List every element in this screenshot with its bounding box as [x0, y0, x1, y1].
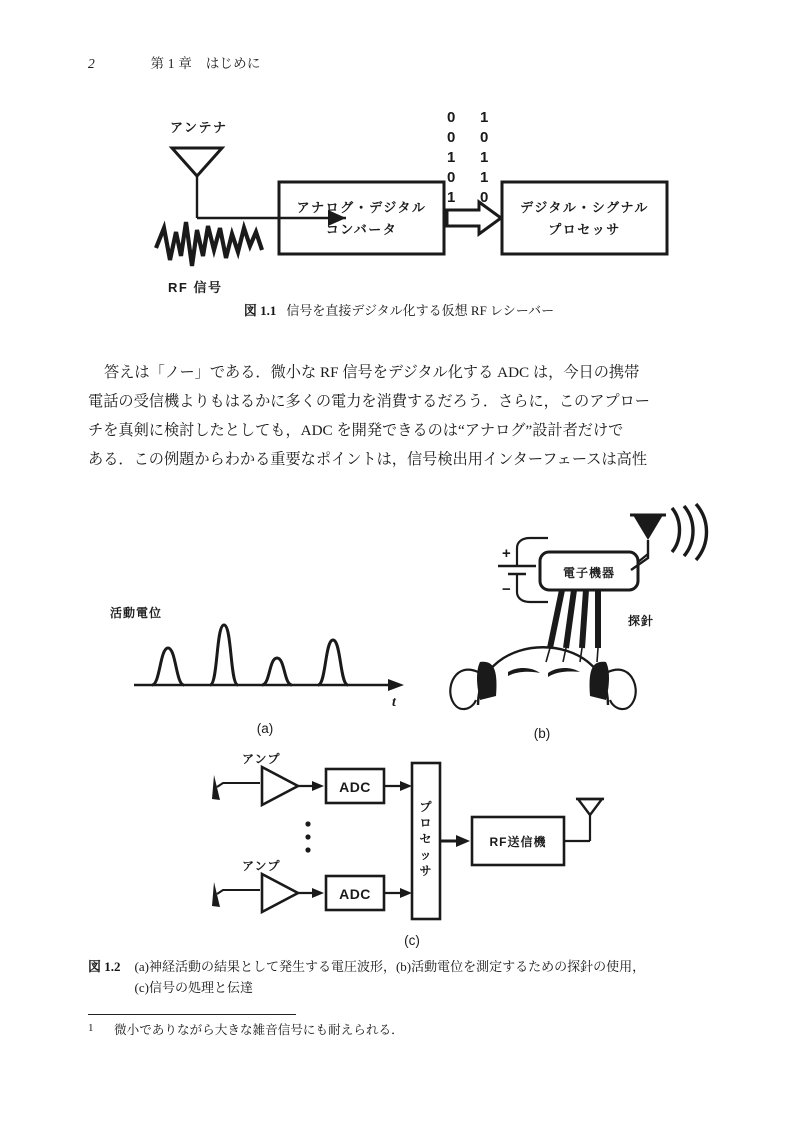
bit-right-3: 1 — [480, 169, 489, 186]
body-line-3: チを真剣に検討したとしても，ADC を開発できるのは“アナログ”設計者だけで — [88, 422, 624, 439]
figure-1-2-caption — [88, 956, 712, 999]
dsp-block-label-line1: デジタル・シグナル — [520, 200, 649, 215]
processor-char-3: セ — [419, 832, 433, 846]
footnote — [88, 1020, 708, 1040]
figure-1-2-caption-line1: (a)神経活動の結果として発生する電圧波形，(b)活動電位を測定するための探針の使用， — [134, 959, 646, 974]
figure-1-2-caption-line2: (c)信号の処理と伝達 — [134, 980, 253, 996]
time-axis-arrowhead — [388, 679, 404, 691]
eyebrow-left — [508, 668, 540, 676]
bit-right-4: 0 — [480, 189, 489, 206]
battery-plus-label: + — [502, 545, 511, 562]
dsp-block-label-line2: プロセッサ — [548, 222, 621, 237]
battery-wire-top — [517, 538, 548, 566]
amp-to-adc-arrow-bottom — [312, 888, 324, 898]
electrode-icon-top — [212, 775, 220, 800]
amp-to-adc-arrow-top — [312, 781, 324, 791]
bit-left-0: 0 — [447, 109, 456, 126]
probe-tip-4 — [597, 648, 598, 662]
panel-a-label: (a) — [256, 721, 274, 736]
bit-right-2: 1 — [480, 149, 489, 166]
body-line-1: 答えは「ノー」である．微小な RF 信号をデジタル化する ADC は，今日の携帯 — [104, 364, 640, 381]
rf-transmitter-label: RF送信機 — [489, 835, 547, 849]
figure-1-1-caption-text: 信号を直接デジタル化する仮想 RF レシーバー — [286, 303, 555, 318]
adc-to-proc-arrow-bottom — [400, 888, 412, 898]
ear-right — [608, 670, 636, 709]
time-axis-label: t — [392, 695, 396, 710]
figure-1-2-panel-a — [100, 595, 430, 740]
digital-bus-arrow — [447, 202, 501, 234]
bit-left-2: 1 — [447, 149, 456, 166]
body-line-2: 電話の受信機よりもはるかに多くの電力を消費するだろう．さらに，このアプロー — [88, 393, 650, 410]
amplifier-top — [262, 767, 298, 805]
amplifier-bottom — [262, 874, 298, 912]
processor-char-5: サ — [419, 864, 433, 878]
adc-label-top: ADC — [339, 779, 371, 795]
spike-1 — [152, 648, 184, 685]
probe-wire-3 — [582, 590, 586, 648]
spike-3 — [262, 658, 292, 685]
figure-1-2-panel-b — [420, 500, 720, 745]
figure-1-2-panel-c — [190, 745, 615, 950]
radiation-arc-2 — [684, 506, 693, 556]
electrode-icon-bottom — [212, 882, 220, 907]
footnote-rule — [88, 1014, 296, 1015]
running-head — [88, 52, 708, 74]
figure-1-1 — [150, 100, 690, 300]
ellipsis-dot-2 — [305, 834, 310, 839]
adc-label-bottom: ADC — [339, 886, 371, 902]
probe-wire-2 — [566, 590, 574, 648]
dsp-block — [502, 182, 667, 254]
panel-c-label: (c) — [404, 933, 420, 948]
tx-antenna-icon — [578, 799, 602, 815]
antenna-icon — [172, 148, 222, 176]
action-potential-label: 活動電位 — [110, 606, 163, 620]
proc-to-tx-arrow — [456, 835, 470, 847]
probe-wire-1 — [550, 590, 562, 648]
eyebrow-right — [548, 668, 580, 677]
probe-label: 探針 — [628, 614, 655, 628]
bit-left-4: 1 — [447, 189, 456, 206]
chapter-title: 第 1 章 はじめに — [150, 56, 261, 71]
footnote-number: 1 — [88, 1022, 94, 1034]
bit-left-3: 0 — [447, 169, 456, 186]
bit-right-0: 1 — [480, 109, 489, 126]
head-outline — [478, 647, 608, 705]
rf-signal-waveform — [156, 222, 262, 266]
processor-char-1: プ — [419, 800, 433, 814]
ear-left — [450, 670, 478, 709]
processor-char-2: ロ — [419, 816, 433, 830]
rf-signal-label: RF 信号 — [168, 280, 223, 295]
electronics-box-label: 電子機器 — [562, 566, 616, 580]
amp-label-top: アンプ — [242, 752, 281, 766]
ellipsis-dot-3 — [305, 847, 310, 852]
radiation-arc-3 — [696, 504, 707, 560]
adc-block-label-line1: アナログ・デジタル — [296, 200, 427, 215]
adc-block-label-line2: コンバータ — [325, 222, 398, 237]
panel-b-label: (b) — [533, 726, 551, 741]
transmit-antenna-icon — [633, 515, 663, 540]
spike-2 — [210, 625, 238, 685]
bit-right-1: 0 — [480, 129, 489, 146]
footnote-text: 微小でありながら大きな雑音信号にも耐えられる． — [114, 1023, 404, 1037]
bit-left-1: 0 — [447, 129, 456, 146]
page-folio: 2 — [88, 56, 95, 71]
electrode-lead-top — [217, 783, 260, 787]
figure-1-1-number: 図 1.1 — [243, 303, 277, 318]
body-paragraph — [88, 358, 712, 474]
figure-1-2-number: 図 1.2 — [88, 959, 121, 974]
amp-label-bottom: アンプ — [242, 859, 281, 873]
spike-4 — [318, 640, 348, 685]
figure-1-1-caption — [0, 300, 798, 321]
antenna-label: アンテナ — [170, 120, 228, 135]
processor-char-4: ッ — [419, 848, 433, 862]
body-line-4: ある．この例題からわかる重要なポイントは，信号検出用インターフェースは高性 — [88, 451, 648, 468]
adc-to-proc-arrow-top — [400, 781, 412, 791]
probe-tip-1 — [546, 648, 550, 662]
ellipsis-dot-1 — [305, 821, 310, 826]
radiation-arc-1 — [672, 508, 680, 552]
battery-minus-label: − — [502, 581, 511, 598]
electrode-lead-bottom — [217, 890, 260, 894]
probe-tip-3 — [580, 648, 582, 662]
